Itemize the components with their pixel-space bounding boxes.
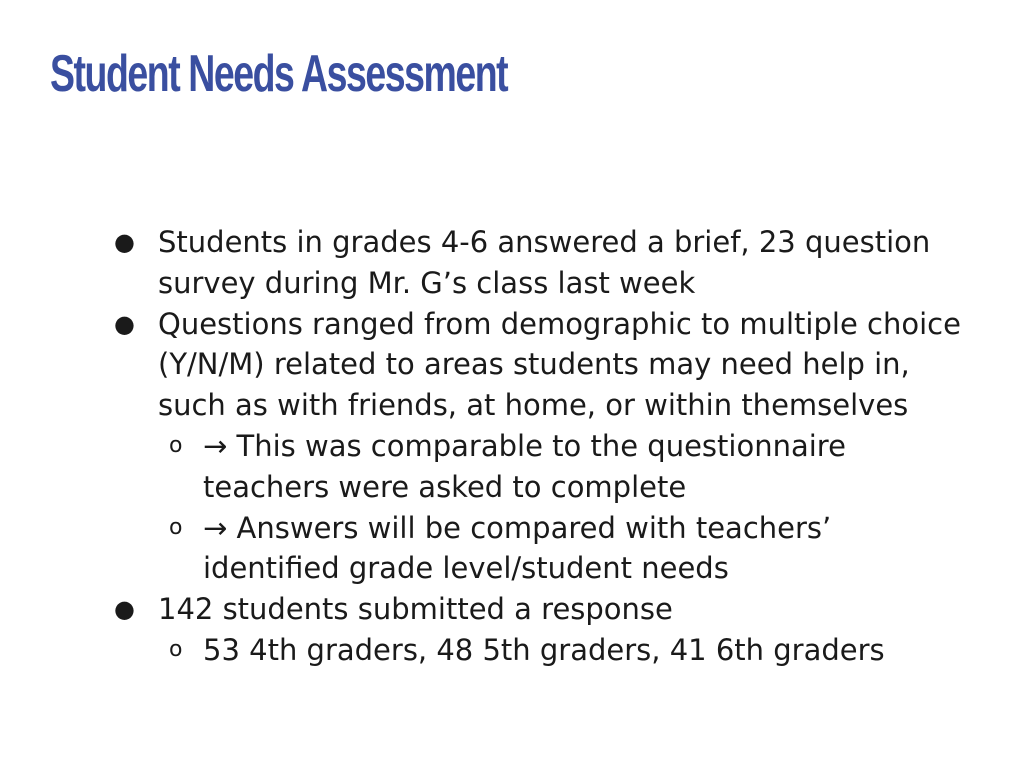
bullet-item	[114, 304, 974, 426]
bullet-dot-icon: ●	[114, 228, 135, 256]
sub-bullet-circle-icon: o	[169, 514, 183, 540]
bullet-dot-icon: ●	[114, 595, 135, 624]
sub-bullet-circle-icon: o	[169, 636, 183, 662]
bullet-text: Questions ranged from demographic to multiple choice (Y/N/M) related to areas students may need help in, such as with friends, at home, or within themselves	[158, 306, 961, 423]
bullet-list	[114, 222, 974, 671]
sub-bullet-circle-icon: o	[169, 432, 183, 458]
bullet-text: Students in grades 4-6 answered a brief, 23 question survey during Mr. G’s class last week	[158, 225, 931, 300]
sub-bullet-text: → Answers will be compared with teachers’ identified grade level/student needs	[203, 510, 832, 586]
bullet-item	[114, 222, 974, 304]
slide-title: Student Needs Assessment	[50, 45, 508, 103]
bullet-item	[114, 589, 974, 630]
bullet-text: 142 students submitted a response	[158, 592, 673, 627]
bullet-dot-icon: ●	[114, 309, 135, 338]
sub-bullet-item	[114, 630, 974, 671]
sub-bullet-item	[114, 426, 974, 508]
sub-bullet-text: → This was comparable to the questionnaire teachers were asked to complete	[203, 428, 846, 504]
sub-bullet-item	[114, 508, 974, 590]
sub-bullet-text: 53 4th graders, 48 5th graders, 41 6th graders	[203, 632, 885, 667]
